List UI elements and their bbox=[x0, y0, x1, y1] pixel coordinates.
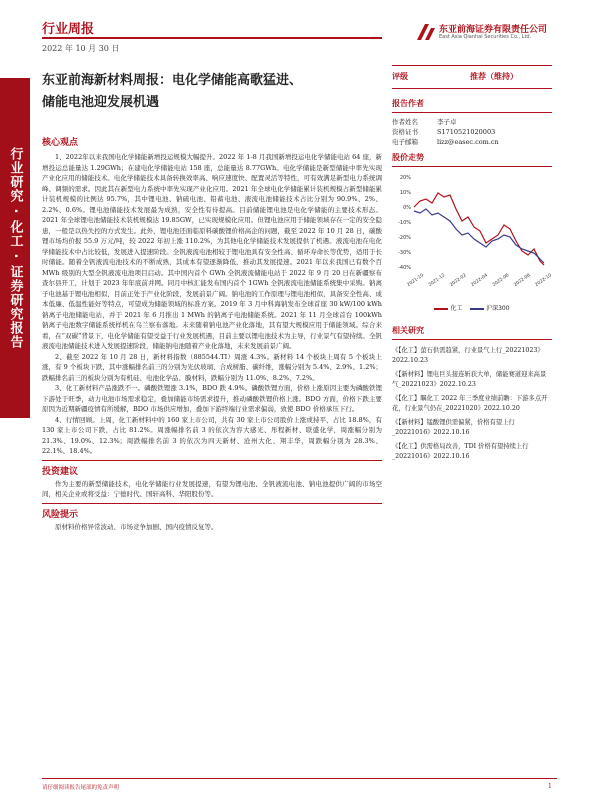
company-logo-icon bbox=[417, 24, 437, 40]
related-heading: 相关研究 bbox=[392, 326, 424, 335]
analyst-block bbox=[392, 98, 552, 147]
main-column bbox=[42, 135, 382, 532]
analyst-rule bbox=[392, 112, 552, 113]
stock-trend-block bbox=[392, 152, 552, 312]
y-tick-label: 0% bbox=[403, 205, 411, 211]
core-paragraph-4: 4、行情回顾。上周，化工新材料中的 160 家上市公司，共有 30 家上市公司股价上涨或持平，占比 18.8%，有 130 家上市公司下跌，占比 81.2%。周涨幅排名前 3 的依次为容大感光、彤程新材、联盛化学，周涨幅分别为 21.3%、19.0%、12.3%；周跌幅排名前 3 的依次为四天新材、沧州大化、翔丰华，周跌幅分别为 28.3%、22.1%、18.4%。 bbox=[42, 415, 382, 455]
invest-rule bbox=[42, 460, 382, 461]
related-rule bbox=[392, 339, 552, 340]
x-tick-label: 2022-06 bbox=[491, 273, 511, 289]
analyst-row: 作者姓名 李子卓 bbox=[392, 118, 457, 126]
analyst-heading: 报告作者 bbox=[392, 99, 424, 108]
stock-trend-rule bbox=[392, 166, 552, 167]
stock-trend-chart bbox=[392, 169, 552, 299]
legend-swatch-chemical bbox=[434, 308, 448, 310]
footer-disclaimer: 请仔细阅读报告尾部的免责声明 bbox=[42, 785, 120, 791]
x-tick-label: 2021-12 bbox=[427, 273, 447, 289]
report-date: 2022 年 10 月 30 日 bbox=[42, 44, 120, 53]
company-name: 东亚前海证券有限责任公司 bbox=[439, 25, 548, 35]
related-item[interactable]: 《【化工】供需格局改善，TDI 价格有望持续上行_20221016》2022.10.16 bbox=[392, 443, 529, 460]
y-tick-label: -20% bbox=[398, 235, 411, 241]
report-title-line2: 储能电池迎发展机遇 bbox=[42, 95, 160, 110]
x-tick-label: 2022-02 bbox=[449, 273, 468, 289]
core-view-heading: 核心观点 bbox=[42, 138, 79, 148]
report-title bbox=[42, 70, 382, 114]
y-tick-label: -10% bbox=[398, 220, 411, 226]
related-item[interactable]: 《【新材料】锂电巨头接连斩获大单，储能赛道迎来高景气_20221023》2022.10.23 bbox=[392, 371, 547, 388]
x-tick-label: 2021-10 bbox=[406, 273, 425, 289]
page-number: 1 bbox=[548, 783, 552, 790]
report-title-line1: 东亚前海新材料周报：电化学储能高歌猛进、 bbox=[42, 73, 303, 88]
stock-legend: 化工 沪深300 bbox=[392, 303, 552, 312]
related-block bbox=[392, 325, 552, 466]
chemical-series-line bbox=[414, 193, 544, 265]
risk-heading: 风险提示 bbox=[42, 509, 79, 520]
y-tick-label: 10% bbox=[399, 190, 411, 196]
report-type: 行业周报 bbox=[42, 22, 95, 37]
rating-label: 评级 bbox=[392, 72, 408, 81]
rating-value: 推荐（维持） bbox=[470, 72, 518, 81]
core-paragraph-2: 2、截至 2022 年 10 月 28 日，新材料指数（885544.TI）周涨 4.3%。新材料 14 个板块上周有 5 个板块上涨，有 9 个板块下跌，其中涨幅排名前三的分别为光伏玻璃、合成树脂、碳纤维，涨幅分别为 5.4%、2.9%、1.2%；跌幅排名前三的板块分别为有机硅、电池化学品、膜材料，跌幅分别为 11.0%、8.2%、7.2%。 bbox=[42, 352, 382, 382]
related-item[interactable]: 《【新材料】锰酸锂供需偏紧，价格有望上行_20221016》2022.10.16 bbox=[392, 419, 515, 436]
company-name-en: East Asia Qianhai Securities Co., Ltd. bbox=[439, 34, 532, 40]
core-paragraph-3: 3、化工新材料产品涨跌不一。磷酸铁锂涨 3.1%，BDO 跌 4.9%。磷酸铁锂方面，价格上涨原因主要为磷酸铁锂下游处于旺季，动力电池市场需求稳定，叠加储能市场需求提升，推动磷酸铁锂价格上涨。BDO 方面，价格下跌主要原因为近期新疆疫情有所缓解，BDO 市场供应增加，叠加下游终端行业需求偏弱，致使 BDO 价格承压下行。 bbox=[42, 384, 382, 413]
analyst-email[interactable]: lizz@easec.com.cn bbox=[437, 138, 499, 146]
invest-text: 作为主要的新型储能技术，电化学储能行业发展提速，有望为锂电池、全钒液流电池、钠电池提供广阔的市场空间，相关企业或将受益：宁德时代、国轩高科、华阳股份等。 bbox=[42, 479, 382, 498]
risk-text: 原材料价格异常波动、市场竞争加剧、国内疫情反复等。 bbox=[55, 522, 218, 531]
header-rule bbox=[42, 37, 382, 39]
y-tick-label: 20% bbox=[399, 175, 411, 181]
invest-heading: 投资建议 bbox=[42, 466, 79, 477]
related-item[interactable]: 《【化工】萤石供需趋紧，行业景气上行_20221023》2022.10.23 bbox=[392, 347, 544, 364]
side-band-label: 行业研究 · 化工 · 证券研究报告 bbox=[7, 147, 23, 349]
footer-rule bbox=[42, 778, 557, 779]
hs300-series-line bbox=[414, 209, 544, 263]
analyst-row: 资格证书 S1710521020003 bbox=[392, 128, 496, 136]
risk-rule bbox=[42, 503, 382, 504]
y-tick-label: -40% bbox=[398, 265, 411, 271]
x-tick-label: 2022-04 bbox=[470, 273, 489, 289]
stock-trend-heading: 股价走势 bbox=[392, 153, 424, 162]
legend-swatch-hs300 bbox=[470, 308, 484, 310]
analyst-row[interactable]: 电子邮箱 lizz@easec.com.cn bbox=[392, 138, 499, 146]
x-tick-label: 2022-08 bbox=[513, 273, 532, 289]
y-tick-label: -30% bbox=[398, 250, 411, 256]
core-paragraph-1: 1、2022年以来我国电化学储能新增投运规模大幅提升。2022 年 1-8 月我国新增投运电化学储能电站 64 座，新增投运总能量达 1.29GWh；在建电化学储能电站 158 座，总能量达 8.77GWh。电化学储能是新型储能中率先实现产业化应用的储能技术。电化学储能技术具备转换效率高、响应速度快、配置灵活等特性，可有效满足新型电力系统调峰、调频的需求。因此其在新型电力系统中率先实现产业化应用。2021 年全球电化学储能累计装机规模占新型储能累计装机规模的比例达 95.7%，其中锂电池、钠硫电池、铅蓄电池、液流电池储能技术占比分别为 90.9%、2%、2.2%、0.6%。锂电池储能技术发展最为成熟，安全性有待提高。目前储能锂电池是电化学储能的主要技术形态。2021 年全球锂电池储能技术装机规模达 19.85GW，已实现规模化应用。但锂电池应用于储能领域存在一定的安全隐患，一般是以热失控的方式发生。此外，锂电池还面临原料碳酸锂价格高企的问题，截至 2022 年 10 月 28 日，碳酸锂市场均价报 55.9 万元/吨，较 2022 年初上涨 110.2%，为其他电化学储能技术发展提供了机遇。液流电池在电化学储能技术中占比较低，发展进入提速阶段。全钒液流电池相较于锂电池具有安全性高、循环寿命长等优势，适用于长时储能。随着全钒液流电池技术的不断成熟，其成本有望逐渐降低，推动其发展提速。2021 年以来我国已有数个百 MWh 级别的大型全钒液流电池项目启动。其中国内首个 GWh 全钒液流储能电站于 2022 年 9 月 20 日在新疆察布查尔县开工，计划于 2023 年年底前并网。同月中核汇能发布国内首个 1GWh 全钒液流电池储能系统集中采购。钠离子电池基于锂电池相似，目前正处于产业化阶段，发展前景广阔。钠电池的工作原理与锂电池相似，具备安全性高、成本低廉、低温性能好等特点，可望成为储能领域的标准方案。2019 年 3 月中科海钠发布全球首座 30 kW/100 kWh 钠离子电池储能电站，并于 2021 年 6 月推出 1 MWh 的钠离子电池储能系统。2021 年 11 月全球首台 100kWh 钠离子电池数字储能系统样机在乌兰察布落地。未来随着钠电池产业化落地，其有望大规模应用于储能领域。综合来看，在“双碳”背景下，电化学储能有望受益于行业发展机遇，目前主要以锂电池技术为主导，行业景气有望持续。全钒液流电池储能技术进入发展提速阶段，储能钠电池随着产业化落地，未来发展前景广阔。 bbox=[42, 153, 382, 350]
related-item[interactable]: 《【化工】瞩化工 2022 年三季度业绩前瞻：下游多点开花，行业景气仍在_20221020》2022.10.20 bbox=[392, 395, 548, 412]
x-tick-label: 2022-10 bbox=[534, 273, 552, 289]
